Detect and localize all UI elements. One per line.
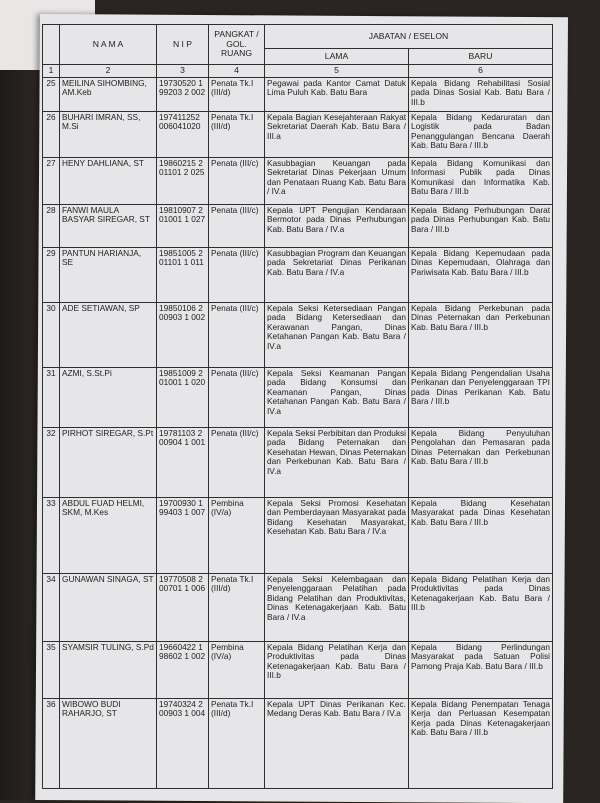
table-header [43, 25, 553, 78]
table-row [43, 111, 553, 157]
col-number: 1 [43, 65, 60, 78]
cell-baru: Kepala Bidang Penempatan Tenaga Kerja dan Perluasan Kesempatan Kerja pada Dinas Ketenagakerjaan Kab. Batu Bara / III.b [409, 698, 553, 788]
cell-no: 33 [43, 497, 60, 573]
header-no [43, 25, 60, 65]
cell-pangkat: Penata Tk.I (III/d) [209, 77, 265, 111]
cell-lama: Kepala Bagian Kesejahteraan Rakyat Sekretariat Daerah Kab. Batu Bara / III.a [265, 111, 409, 157]
cell-nip: 19730520 199203 2 002 [157, 77, 209, 111]
cell-lama: Kepala UPT Pengujian Kendaraan Bermotor pada Dinas Perhubungan Kab. Batu Bara / IV.a [265, 204, 409, 247]
cell-lama: Kepala Seksi Kelembagaan dan Penyelenggaraan Pelatihan pada Bidang Pelatihan dan Produktivitas, Dinas Ketenagakerjaan Kab. Batu Bara / IV.a [265, 573, 409, 641]
cell-nama: PANTUN HARIANJA, SE [60, 247, 157, 302]
cell-nama: HENY DAHLIANA, ST [60, 157, 157, 204]
cell-pangkat: Penata Tk.I (III/d) [209, 573, 265, 641]
cell-no: 31 [43, 367, 60, 427]
cell-nip: 19770508 200701 1 006 [157, 573, 209, 641]
cell-baru: Kepala Bidang Rehabilitasi Sosial pada Dinas Sosial Kab. Batu Bara / III.b [409, 77, 553, 111]
cell-pangkat: Penata Tk.I (III/d) [209, 111, 265, 157]
cell-nama: SYAMSIR TULING, S.Pd [60, 641, 157, 698]
col-number: 3 [157, 65, 209, 78]
cell-nip: 19860215 201101 2 025 [157, 157, 209, 204]
header-lama: LAMA [265, 49, 409, 65]
cell-nip: 197411252 006041020 [157, 111, 209, 157]
cell-baru: Kepala Bidang Kepemudaan pada Dinas Kepemudaan, Olahraga dan Pariwisata Kab. Batu Bara / III.b [409, 247, 553, 302]
cell-pangkat: Pembina (IV/a) [209, 497, 265, 573]
cell-pangkat: Penata (III/c) [209, 157, 265, 204]
cell-nama: BUHARI IMRAN, SS, M.Si [60, 111, 157, 157]
header-baru: BARU [409, 49, 553, 65]
cell-baru: Kepala Bidang Penyuluhan Pengolahan dan Pemasaran pada Dinas Peternakan dan Perkebunan Kab. Batu Bara / III.b [409, 427, 553, 497]
cell-nip: 19781103 200904 1 001 [157, 427, 209, 497]
cell-baru: Kepala Bidang Komunikasi dan Informasi Publik pada Dinas Komunikasi dan Informatika Kab. Batu Bara / III.b [409, 157, 553, 204]
cell-nama: ABDUL FUAD HELMI, SKM, M.Kes [60, 497, 157, 573]
header-jabatan: JABATAN / ESELON [265, 25, 553, 49]
header-nama: N A M A [60, 25, 157, 65]
cell-no: 28 [43, 204, 60, 247]
cell-lama: Kepala UPT Dinas Perikanan Kec. Medang Deras Kab. Batu Bara / IV.a [265, 698, 409, 788]
cell-lama: Kepala Seksi Perbibitan dan Produksi pada Bidang Peternakan dan Kesehatan Hewan, Dinas Peternakan dan Perkebunan Kab. Batu Bara / IV.a [265, 427, 409, 497]
cell-pangkat: Penata (III/c) [209, 247, 265, 302]
cell-nama: ADE SETIAWAN, SP [60, 302, 157, 367]
cell-nip: 19850106 200903 1 002 [157, 302, 209, 367]
table-row [43, 77, 553, 111]
table-row [43, 698, 553, 788]
cell-no: 36 [43, 698, 60, 788]
col-number: 6 [409, 65, 553, 78]
cell-nip: 19851009 201001 1 020 [157, 367, 209, 427]
cell-lama: Kepala Seksi Promosi Kesehatan dan Pemberdayaan Masyarakat pada Bidang Kesehatan Masyarakat, Kesehatan Kab. Batu Bara / IV.a [265, 497, 409, 573]
cell-baru: Kepala Bidang Pengendalian Usaha Perikanan dan Penyelenggaraan TPI pada Dinas Perikanan Kab. Batu Bara / III.b [409, 367, 553, 427]
cell-nip: 19660422 198602 1 002 [157, 641, 209, 698]
cell-no: 35 [43, 641, 60, 698]
cell-baru: Kepala Bidang Perkebunan pada Dinas Peternakan dan Perkebunan Kab. Batu Bara / III.b [409, 302, 553, 367]
cell-baru: Kepala Bidang Perlindungan Masyarakat pada Satuan Polisi Pamong Praja Kab. Batu Bara / III.b [409, 641, 553, 698]
cell-nama: MEILINA SIHOMBING, AM.Keb [60, 77, 157, 111]
table-row [43, 497, 553, 573]
personnel-table [42, 24, 553, 789]
table-row [43, 302, 553, 367]
cell-pangkat: Penata (III/c) [209, 204, 265, 247]
cell-pangkat: Penata (III/c) [209, 427, 265, 497]
cell-lama: Kepala Seksi Keamanan Pangan pada Bidang Konsumsi dan Keamanan Pangan, Dinas Ketahanan Pangan Kab. Batu Bara / IV.a [265, 367, 409, 427]
table-row [43, 573, 553, 641]
cell-pangkat: Pembina (IV/a) [209, 641, 265, 698]
cell-nip: 19851005 201101 1 011 [157, 247, 209, 302]
cell-nama: WIBOWO BUDI RAHARJO, ST [60, 698, 157, 788]
cell-pangkat: Penata (III/c) [209, 302, 265, 367]
cell-no: 27 [43, 157, 60, 204]
cell-nama: FANWI MAULA BASYAR SIREGAR, ST [60, 204, 157, 247]
cell-baru: Kepala Bidang Kesehatan Masyarakat pada Dinas Kesehatan Kab. Batu Bara / III.b [409, 497, 553, 573]
cell-lama: Kasubbagian Keuangan pada Sekretariat Dinas Pekerjaan Umum dan Penataan Ruang Kab. Batu Bara / IV.a [265, 157, 409, 204]
cell-nama: GUNAWAN SINAGA, ST [60, 573, 157, 641]
table-row [43, 367, 553, 427]
cell-nip: 19810907 201001 1 027 [157, 204, 209, 247]
cell-no: 32 [43, 427, 60, 497]
cell-lama: Kasubbagian Program dan Keuangan pada Sekretariat Dinas Perikanan Kab. Batu Bara / IV.a [265, 247, 409, 302]
col-number: 4 [209, 65, 265, 78]
table-row [43, 427, 553, 497]
cell-lama: Kepala Bidang Pelatihan Kerja dan Produktivitas pada Dinas Ketenagakerjaan Kab. Batu Bara / III.b [265, 641, 409, 698]
cell-baru: Kepala Bidang Perhubungan Darat pada Dinas Perhubungan Kab. Batu Bara / III.b [409, 204, 553, 247]
col-number: 5 [265, 65, 409, 78]
cell-lama: Pegawai pada Kantor Camat Datuk Lima Puluh Kab. Batu Bara [265, 77, 409, 111]
cell-no: 26 [43, 111, 60, 157]
cell-baru: Kepala Bidang Kedaruratan dan Logistik pada Badan Penanggulangan Bencana Daerah Kab. Batu Bara / III.b [409, 111, 553, 157]
table-row [43, 641, 553, 698]
cell-lama: Kepala Seksi Ketersediaan Pangan pada Bidang Ketersediaan dan Kerawanan Pangan, Dinas Ketahanan Pangan Kab. Batu Bara / IV.a [265, 302, 409, 367]
cell-baru: Kepala Bidang Pelatihan Kerja dan Produktivitas pada Dinas Ketenagakerjaan Kab. Batu Bara / III.b [409, 573, 553, 641]
col-number: 2 [60, 65, 157, 78]
header-nip: N I P [157, 25, 209, 65]
table-body [43, 77, 553, 788]
cell-nip: 19740324 200903 1 004 [157, 698, 209, 788]
cell-no: 25 [43, 77, 60, 111]
cell-no: 30 [43, 302, 60, 367]
cell-pangkat: Penata (III/c) [209, 367, 265, 427]
cell-nip: 19700930 199403 1 007 [157, 497, 209, 573]
table-row [43, 204, 553, 247]
table-row [43, 157, 553, 204]
table-row [43, 247, 553, 302]
cell-nama: AZMI, S.St.Pi [60, 367, 157, 427]
cell-nama: PIRHOT SIREGAR, S.Pt [60, 427, 157, 497]
cell-no: 29 [43, 247, 60, 302]
cell-pangkat: Penata Tk.I (III/d) [209, 698, 265, 788]
header-pangkat: PANGKAT / GOL. RUANG [209, 25, 265, 65]
cell-no: 34 [43, 573, 60, 641]
